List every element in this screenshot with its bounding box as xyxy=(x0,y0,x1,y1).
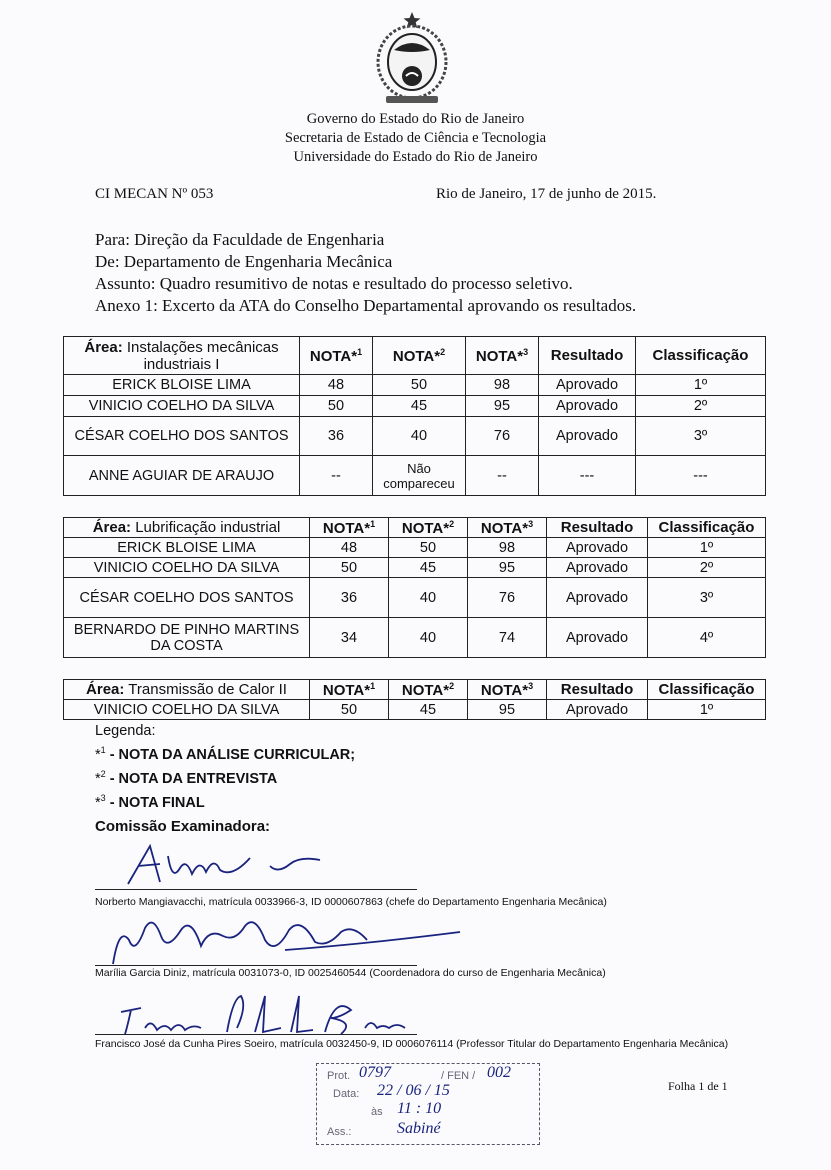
commission-member-2: Marília Garcia Diniz, matrícula 0031073-0, ID 0025460544 (Coordenadora do curso de Engenharia Mecânica) xyxy=(95,967,606,979)
nota3: 74 xyxy=(468,618,547,658)
area-header xyxy=(64,337,300,375)
area-label: Área: xyxy=(84,338,123,356)
nota3: 95 xyxy=(466,396,539,417)
col-classificacao: Classificação xyxy=(648,518,766,538)
nota1: -- xyxy=(300,456,373,496)
commission-member-1: Norberto Mangiavacchi, matrícula 0033966-3, ID 0000607863 (chefe do Departamento Engenharia Mecânica) xyxy=(95,896,607,908)
table-row xyxy=(64,417,766,456)
classificacao: 1º xyxy=(648,538,766,558)
stamp-as-value: 11 : 10 xyxy=(397,1100,442,1117)
nota1: 36 xyxy=(300,417,373,456)
nota3: 95 xyxy=(468,558,547,578)
nota2: 45 xyxy=(389,700,468,720)
commission-member-3: Francisco José da Cunha Pires Soeiro, matrícula 0032450-9, ID 0006076114 (Professor Titular do Departamento Engenharia Mecânica) xyxy=(95,1038,729,1050)
resultado: Aprovado xyxy=(539,396,636,417)
header-secretariat: Secretaria de Estado de Ciência e Tecnologia xyxy=(284,130,547,146)
candidate-name: VINICIO COELHO DA SILVA xyxy=(64,558,310,578)
stamp-data-value: 22 / 06 / 15 xyxy=(377,1082,450,1099)
stamp-fen-value: 002 xyxy=(487,1064,511,1081)
resultado: Aprovado xyxy=(547,558,648,578)
stamp-ass-label: Ass.: xyxy=(327,1126,352,1138)
stamp-prot-value: 0797 xyxy=(359,1064,391,1081)
col-nota3: NOTA*$^3$ xyxy=(466,337,539,375)
nota1: 34 xyxy=(310,618,389,658)
nota2: 40 xyxy=(389,578,468,618)
legend xyxy=(95,722,355,812)
legend-title: Legenda: xyxy=(95,723,156,739)
classificacao: 4º xyxy=(648,618,766,658)
signature-1 xyxy=(120,838,330,890)
legend-item: *$^3$ - NOTA FINAL xyxy=(95,792,205,811)
stamp-prot-label: Prot. xyxy=(327,1070,351,1082)
col-classificacao: Classificação xyxy=(648,680,766,700)
col-nota2: NOTA*$^2$ xyxy=(389,680,468,700)
protocol-stamp xyxy=(316,1063,540,1145)
area-header xyxy=(64,680,310,700)
results-table-instalacoes xyxy=(63,336,766,496)
candidate-name: CÉSAR COELHO DOS SANTOS xyxy=(64,417,300,456)
nota1: 36 xyxy=(310,578,389,618)
col-nota3: NOTA*$^3$ xyxy=(468,680,547,700)
memo-from: De: Departamento de Engenharia Mecânica xyxy=(95,252,393,271)
legend-item: *$^2$ - NOTA DA ENTREVISTA xyxy=(95,768,278,787)
header-government: Governo do Estado do Rio de Janeiro xyxy=(306,111,525,127)
area-name: Lubrificação industrial xyxy=(135,519,281,536)
col-nota1: NOTA*$^1$ xyxy=(300,337,373,375)
resultado: Aprovado xyxy=(547,578,648,618)
table-header-row xyxy=(64,680,766,700)
nota3: -- xyxy=(466,456,539,496)
resultado: --- xyxy=(539,456,636,496)
col-resultado: Resultado xyxy=(539,337,636,375)
legend-item: *$^1$ - NOTA DA ANÁLISE CURRICULAR; xyxy=(95,745,356,763)
col-nota3: NOTA*$^3$ xyxy=(468,518,547,538)
results-table-transmissao xyxy=(63,679,766,720)
table-row xyxy=(64,396,766,417)
nota3: 76 xyxy=(466,417,539,456)
classificacao: --- xyxy=(636,456,766,496)
signature-3 xyxy=(115,988,415,1040)
area-header xyxy=(64,518,310,538)
memo-to: Para: Direção da Faculdade de Engenharia xyxy=(95,230,385,249)
nota2: 50 xyxy=(389,538,468,558)
col-nota2: NOTA*$^2$ xyxy=(389,518,468,538)
table-header-row xyxy=(64,337,766,375)
candidate-name: ANNE AGUIAR DE ARAUJO xyxy=(64,456,300,496)
resultado: Aprovado xyxy=(547,700,648,720)
stamp-fen-label: / FEN / xyxy=(441,1070,476,1082)
candidate-name: BERNARDO DE PINHO MARTINS DA COSTA xyxy=(64,618,310,658)
header-university: Universidade do Estado do Rio de Janeiro xyxy=(293,149,538,165)
table-row xyxy=(64,618,766,658)
table-row xyxy=(64,375,766,396)
commission-title: Comissão Examinadora: xyxy=(95,818,271,835)
table-row xyxy=(64,700,766,720)
stamp-data-label: Data: xyxy=(333,1088,360,1100)
signature-line xyxy=(95,889,417,890)
document-reference: CI MECAN Nº 053 xyxy=(95,186,214,202)
table-row xyxy=(64,558,766,578)
results-table-lubrificacao xyxy=(63,517,766,658)
resultado: Aprovado xyxy=(539,375,636,396)
col-nota1: NOTA*$^1$ xyxy=(310,518,389,538)
area-name: Instalações mecânicas industriais I xyxy=(126,338,279,373)
state-coat-of-arms-icon xyxy=(372,10,452,106)
table-header-row xyxy=(64,518,766,538)
classificacao: 2º xyxy=(636,396,766,417)
stamp-as-label: às xyxy=(371,1106,383,1118)
resultado: Aprovado xyxy=(547,538,648,558)
col-nota1: NOTA*$^1$ xyxy=(310,680,389,700)
classificacao: 1º xyxy=(648,700,766,720)
col-classificacao: Classificação xyxy=(636,337,766,375)
nota3: 76 xyxy=(468,578,547,618)
resultado: Aprovado xyxy=(547,618,648,658)
nota3: 95 xyxy=(468,700,547,720)
nota2: 50 xyxy=(373,375,466,396)
nota3: 98 xyxy=(466,375,539,396)
resultado: Aprovado xyxy=(539,417,636,456)
candidate-name: ERICK BLOISE LIMA xyxy=(64,538,310,558)
memo-subject: Assunto: Quadro resumitivo de notas e resultado do processo seletivo. xyxy=(95,274,573,293)
classificacao: 3º xyxy=(636,417,766,456)
nota2: 45 xyxy=(373,396,466,417)
area-label: Área: xyxy=(92,519,132,536)
table-row xyxy=(64,538,766,558)
table-row xyxy=(64,456,766,496)
col-resultado: Resultado xyxy=(547,518,648,538)
nota2: 45 xyxy=(389,558,468,578)
nota1: 48 xyxy=(310,538,389,558)
nota2: 40 xyxy=(373,417,466,456)
nota3: 98 xyxy=(468,538,547,558)
area-label: Área: xyxy=(86,681,125,698)
nota2: 40 xyxy=(389,618,468,658)
classificacao: 2º xyxy=(648,558,766,578)
stamp-ass-value: Sabiné xyxy=(397,1120,441,1137)
nota2: Não compareceu xyxy=(373,456,466,496)
classificacao: 3º xyxy=(648,578,766,618)
page-counter: Folha 1 de 1 xyxy=(668,1079,728,1093)
memo-attachment: Anexo 1: Excerto da ATA do Conselho Departamental aprovando os resultados. xyxy=(95,296,637,315)
candidate-name: VINICIO COELHO DA SILVA xyxy=(64,396,300,417)
candidate-name: VINICIO COELHO DA SILVA xyxy=(64,700,310,720)
signature-2 xyxy=(105,906,465,968)
nota1: 50 xyxy=(300,396,373,417)
col-nota2: NOTA*$^2$ xyxy=(373,337,466,375)
area-name: Transmissão de Calor II xyxy=(128,681,287,698)
col-resultado: Resultado xyxy=(547,680,648,700)
nota1: 50 xyxy=(310,700,389,720)
signature-line xyxy=(95,1034,417,1035)
candidate-name: ERICK BLOISE LIMA xyxy=(64,375,300,396)
nota1: 48 xyxy=(300,375,373,396)
nota1: 50 xyxy=(310,558,389,578)
table-row xyxy=(64,578,766,618)
document-date: Rio de Janeiro, 17 de junho de 2015. xyxy=(436,186,657,202)
classificacao: 1º xyxy=(636,375,766,396)
candidate-name: CÉSAR COELHO DOS SANTOS xyxy=(64,578,310,618)
